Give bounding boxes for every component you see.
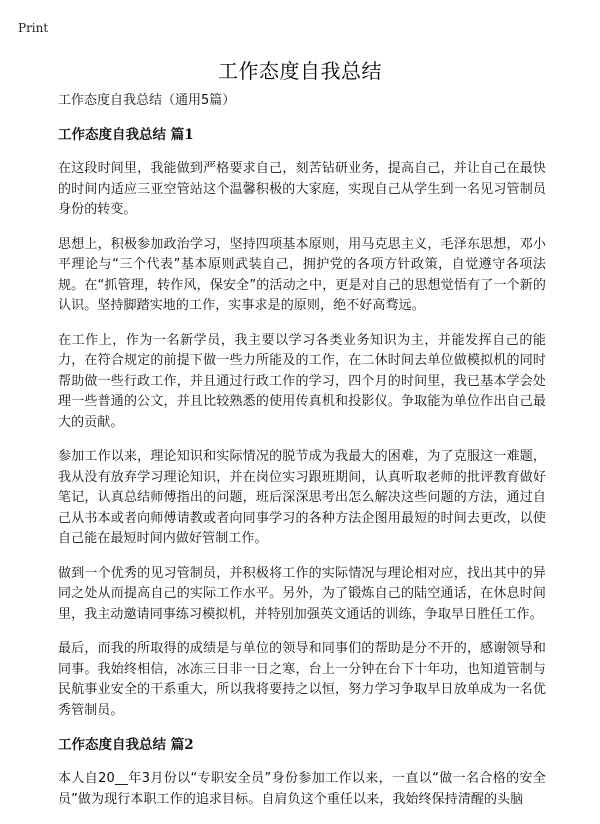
paragraph: 最后，而我的所取得的成绩是与单位的领导和同事们的帮助是分不开的，感谢领导和同事。我始终相信，冰冻三日非一日之寒，台上一分钟在台下十年功，也知道管制与民航事业安全的干系重大，所以我将要持之以恒，努力学习争取早日放单成为一名优秀管制员。 [58, 641, 546, 718]
section-1 [58, 125, 546, 721]
paragraph: 参加工作以来，理论知识和实际情况的脱节成为我最大的困难，为了克服这一难题，我从没有放弃学习理论知识，并在岗位实习跟班期间，认真听取老师的批评教育做好笔记，认真总结师傅指出的问题，班后深深思考出怎么解决这些问题的方法，通过自己从书本或者向师傅请教或者向同事学习的各种方法企图用最短的时间去更改，以使自己能在最短时间内做好管制工作。 [58, 449, 546, 546]
print-link[interactable]: Print [18, 21, 49, 35]
paragraph: 做到一个优秀的见习管制员，并积极将工作的实际情况与理论相对应，找出其中的异同之处从而提高自己的实际工作水平。另外，为了锻炼自己的陆空通话，在休息时间里，我主动邀请同事练习模拟机，并特别加强英文通话的训练，争取早日胜任工作。 [58, 565, 546, 622]
section-heading: 工作态度自我总结 篇1 [58, 127, 194, 143]
section-heading: 工作态度自我总结 篇2 [58, 737, 194, 753]
article-subtitle: 工作态度自我总结（通用5篇） [58, 93, 236, 108]
paragraph: 思想上，积极参加政治学习，坚持四项基本原则，用马克思主义，毛泽东思想，邓小平理论与“三个代表”基本原则武装自己，拥护党的各项方针政策，自觉遵守各项法规。在“抓管理，转作风，保安全”的活动之中，更是对自己的思想觉悟有了一个新的认识。坚持脚踏实地的工作，实事求是的原则，绝不好高骛远。 [58, 236, 546, 313]
paragraph: 在这段时间里，我能做到严格要求自己，刻苦钻研业务，提高自己，并让自己在最快的时间内适应三亚空管站这个温馨积极的大家庭，实现自己从学生到一名见习管制员身份的转变。 [58, 161, 546, 217]
article-body [58, 91, 546, 824]
page-title: 工作态度自我总结 [218, 59, 382, 83]
paragraph: 在工作上，作为一名新学员，我主要以学习各类业务知识为主，并能发挥自己的能力，在符合规定的前提下做一些力所能及的工作，在二休时间去单位做模拟机的同时帮助做一些行政工作，并且通过行政工作的学习，四个月的时间里，我已基本学会处理一些普通的公文，并且比较熟悉的使用传真机和投影仪。争取能为单位作出自己最大的贡献。 [58, 332, 546, 430]
paragraph: 本人自20__年3月份以“专职安全员”身份参加工作以来，一直以“做一名合格的安全员”做为现行本职工作的追求目标。自肩负这个重任以来，我始终保持清醒的头脑 [58, 771, 546, 807]
section-2 [58, 735, 546, 810]
